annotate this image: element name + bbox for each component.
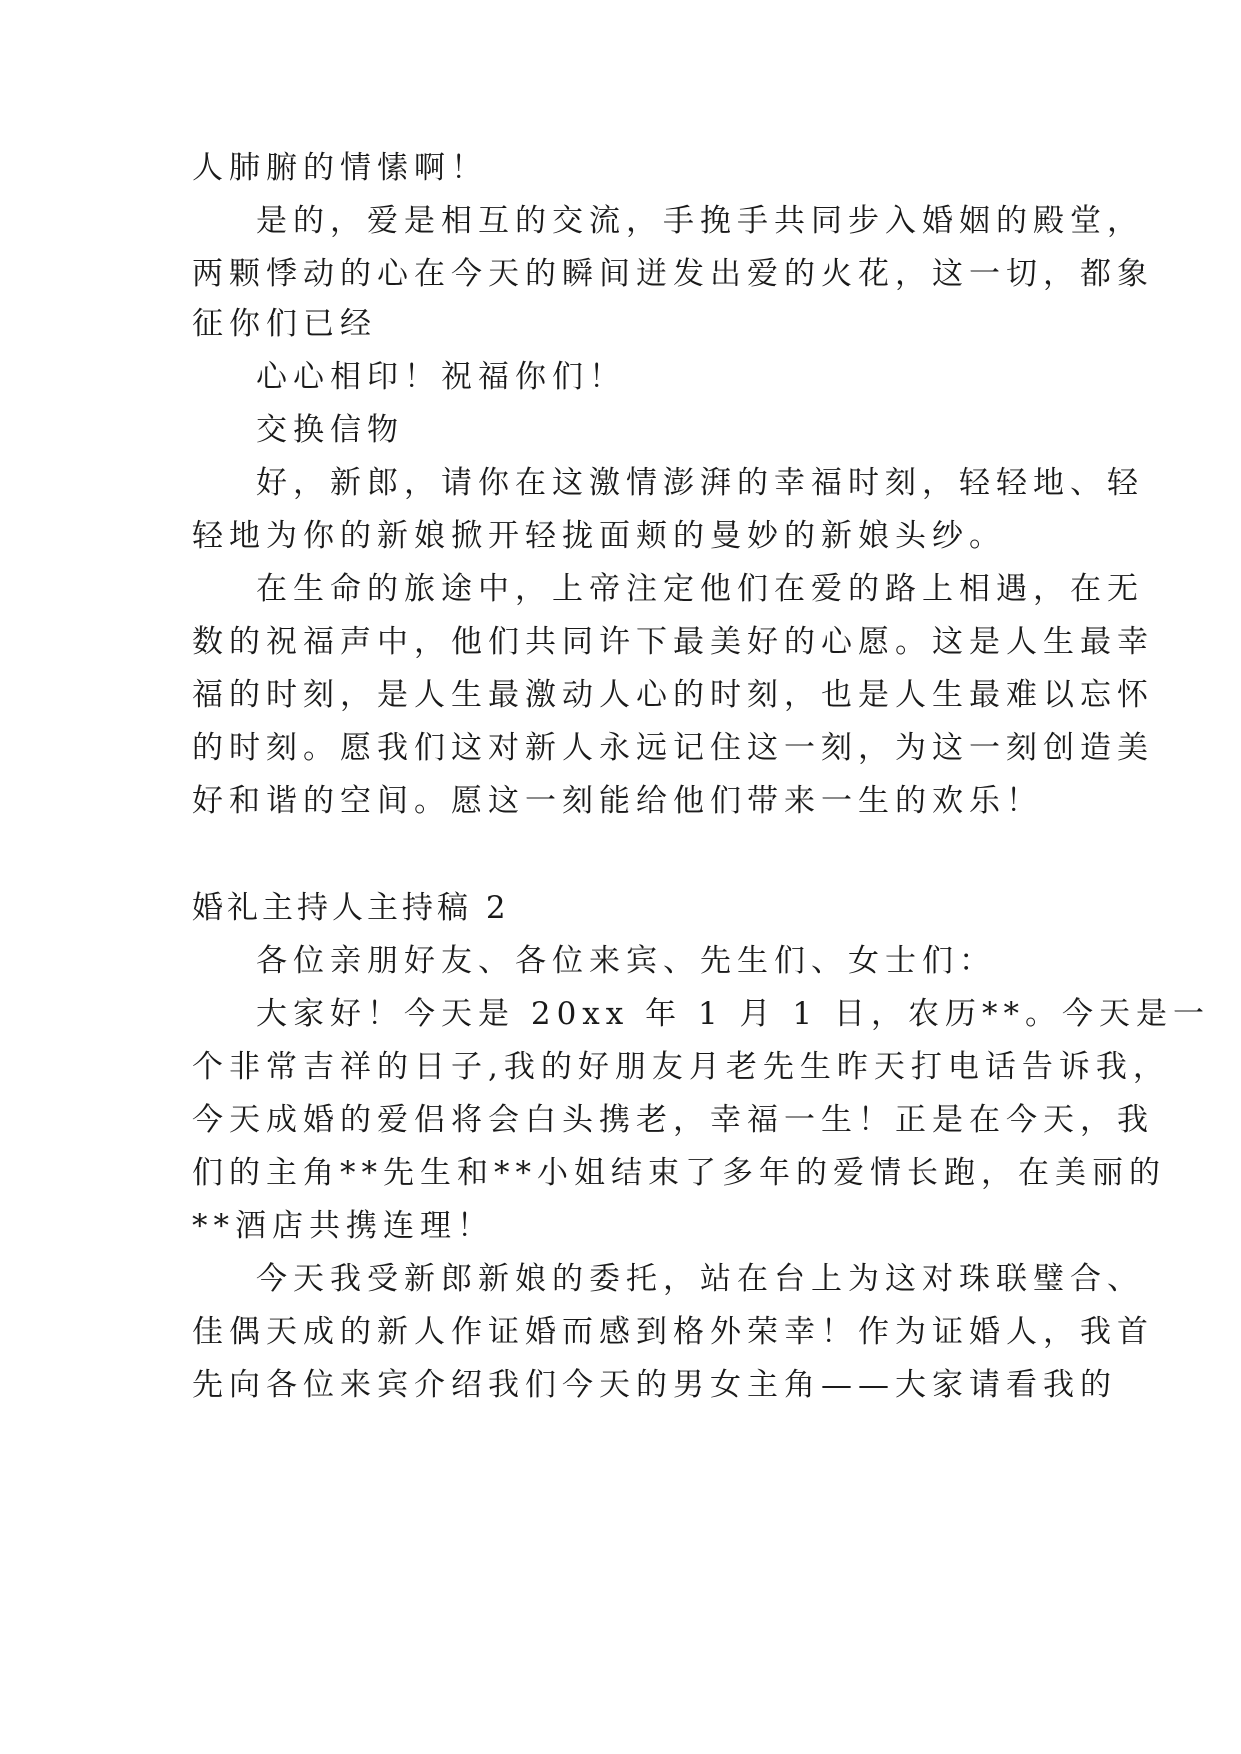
text-line: 人肺腑的情愫啊！ [192, 150, 488, 186]
text-line: 福的时刻，是人生最激动人心的时刻，也是人生最难以忘怀 [192, 677, 1154, 713]
text-line: 佳偶天成的新人作证婚而感到格外荣幸！作为证婚人，我首 [192, 1314, 1154, 1350]
text-line: 好和谐的空间。愿这一刻能给他们带来一生的欢乐！ [192, 783, 1043, 819]
text-line: 个非常吉祥的日子,我的好朋友月老先生昨天打电话告诉我， [192, 1049, 1170, 1085]
text-line: 数的祝福声中，他们共同许下最美好的心愿。这是人生最幸 [192, 624, 1154, 660]
section-subheading: 交换信物 [256, 412, 404, 448]
text-line: 心心相印！祝福你们！ [256, 359, 626, 395]
text-line: 们的主角**先生和**小姐结束了多年的爱情长跑，在美丽的 [192, 1155, 1166, 1191]
text-line: **酒店共携连理！ [192, 1208, 494, 1244]
text-line: 是的，爱是相互的交流，手挽手共同步入婚姻的殿堂， [256, 203, 1144, 239]
section-heading: 婚礼主持人主持稿 2 [192, 890, 510, 926]
text-line: 好，新郎，请你在这激情澎湃的幸福时刻，轻轻地、轻 [256, 465, 1144, 501]
text-line: 先向各位来宾介绍我们今天的男女主角——大家请看我的 [192, 1367, 1117, 1403]
text-line: 的时刻。愿我们这对新人永远记住这一刻，为这一刻创造美 [192, 730, 1154, 766]
text-line: 征你们已经 [192, 306, 377, 342]
text-line: 各位亲朋好友、各位来宾、先生们、女士们： [256, 943, 996, 979]
text-line: 两颗悸动的心在今天的瞬间迸发出爱的火花，这一切，都象 [192, 256, 1154, 292]
text-line: 今天成婚的爱侣将会白头携老，幸福一生！正是在今天，我 [192, 1102, 1154, 1138]
text-line: 轻地为你的新娘掀开轻拢面颊的曼妙的新娘头纱。 [192, 518, 1006, 554]
text-line: 在生命的旅途中，上帝注定他们在爱的路上相遇，在无 [256, 571, 1144, 607]
text-line: 今天我受新郎新娘的委托，站在台上为这对珠联璧合、 [256, 1261, 1144, 1297]
text-line: 大家好！今天是 20xx 年 1 月 1 日，农历**。今天是一 [256, 996, 1210, 1032]
